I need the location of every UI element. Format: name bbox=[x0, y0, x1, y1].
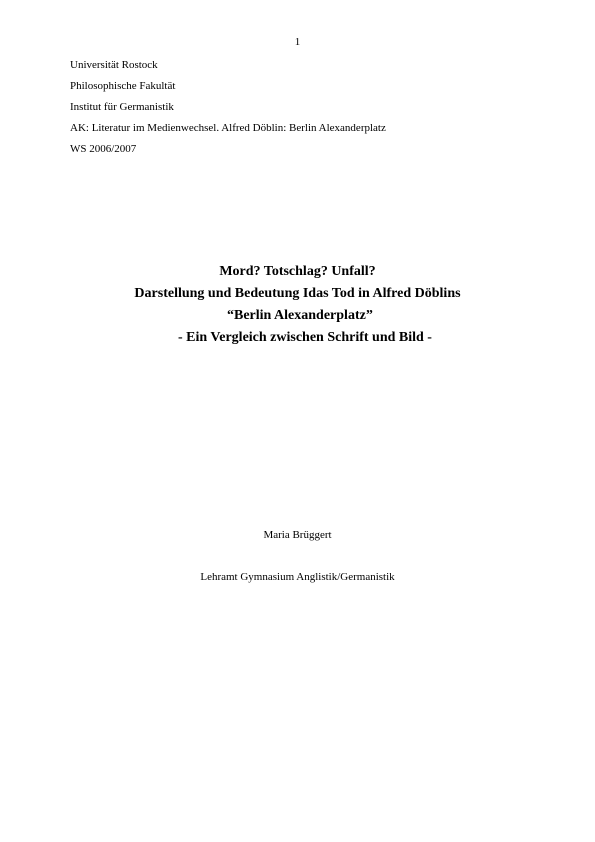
page-number: 1 bbox=[294, 36, 301, 48]
institution-header bbox=[70, 55, 540, 160]
thesis-title bbox=[0, 261, 595, 349]
study-program: Lehramt Gymnasium Anglistik/Germanistik bbox=[200, 571, 395, 583]
title-line-2: Darstellung und Bedeutung Idas Tod in Alfred Döblins bbox=[134, 286, 461, 301]
faculty-name: Philosophische Fakultät bbox=[70, 80, 176, 92]
course-name: AK: Literatur im Medienwechsel. Alfred Döblin: Berlin Alexanderplatz bbox=[70, 122, 386, 134]
subtitle: - Ein Vergleich zwischen Schrift und Bild - bbox=[178, 330, 432, 345]
title-line-1: Mord? Totschlag? Unfall? bbox=[219, 264, 376, 279]
author-name: Maria Brüggert bbox=[263, 529, 332, 541]
institute-name: Institut für Germanistik bbox=[70, 101, 174, 113]
university-name: Universität Rostock bbox=[70, 59, 158, 71]
title-line-3: “Berlin Alexanderplatz” bbox=[227, 308, 373, 323]
semester: WS 2006/2007 bbox=[70, 143, 137, 155]
